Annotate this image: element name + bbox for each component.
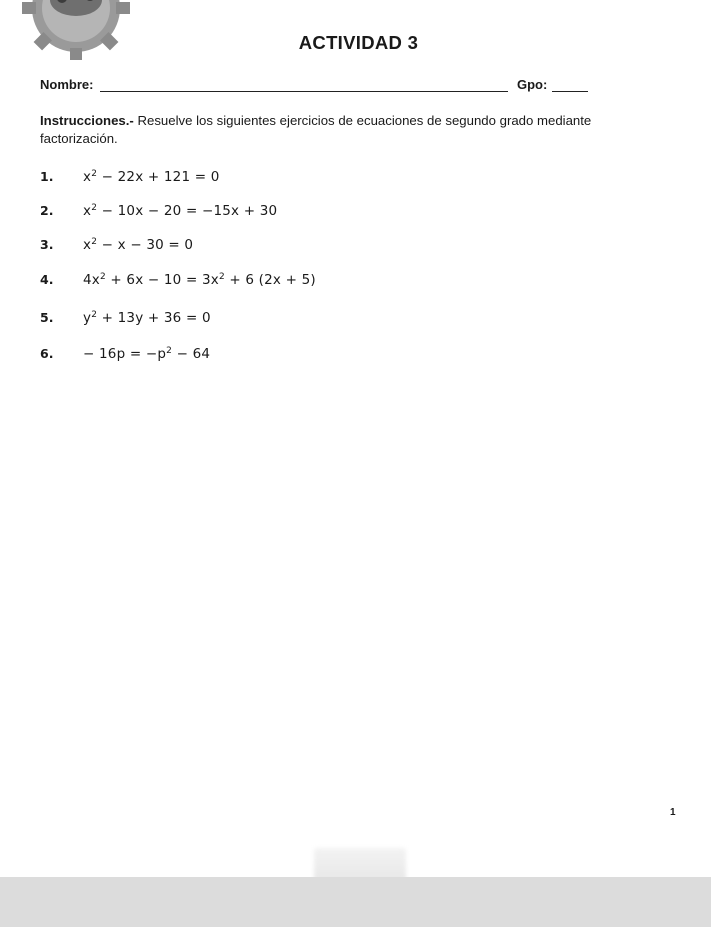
gpo-field-line[interactable] (552, 91, 588, 92)
instructions-lead: Instrucciones.- (40, 113, 134, 128)
exercise-equation: $x^2 - 10x - 20 = -15x + 30$ (83, 203, 278, 219)
bottom-band (0, 877, 711, 927)
exercise-number: 3. (40, 237, 54, 252)
exercise-number: 2. (40, 203, 54, 218)
exercise-number: 4. (40, 272, 54, 287)
exercise-equation: $4x^2 + 6x - 10 = 3x^2 + 6$ (2x + 5) (83, 272, 316, 288)
activity-title: ACTIVIDAD 3 (298, 32, 419, 53)
exercise-number: 1. (40, 169, 54, 184)
exercise-equation: $x^2 - x - 30 = 0$ (83, 237, 194, 253)
exercise-equation: $x^2 - 22x + 121 = 0$ (83, 169, 220, 185)
exercise-number: 6. (40, 346, 54, 361)
instructions-text: Resuelve los siguientes ejercicios de ecuaciones de segundo grado mediante factorización. (40, 113, 592, 146)
exercise-equation: $y^2 + 13y + 36 = 0$ (83, 310, 211, 326)
exercise-number: 5. (40, 310, 54, 325)
instructions (40, 112, 660, 148)
nombre-label: Nombre: (40, 77, 94, 92)
gpo-label: Gpo: (517, 77, 548, 92)
nombre-field-line[interactable] (100, 91, 508, 92)
exercise-equation: − $16p = -p^2 - 64$ (83, 346, 211, 362)
page-number: 1 (670, 807, 676, 818)
